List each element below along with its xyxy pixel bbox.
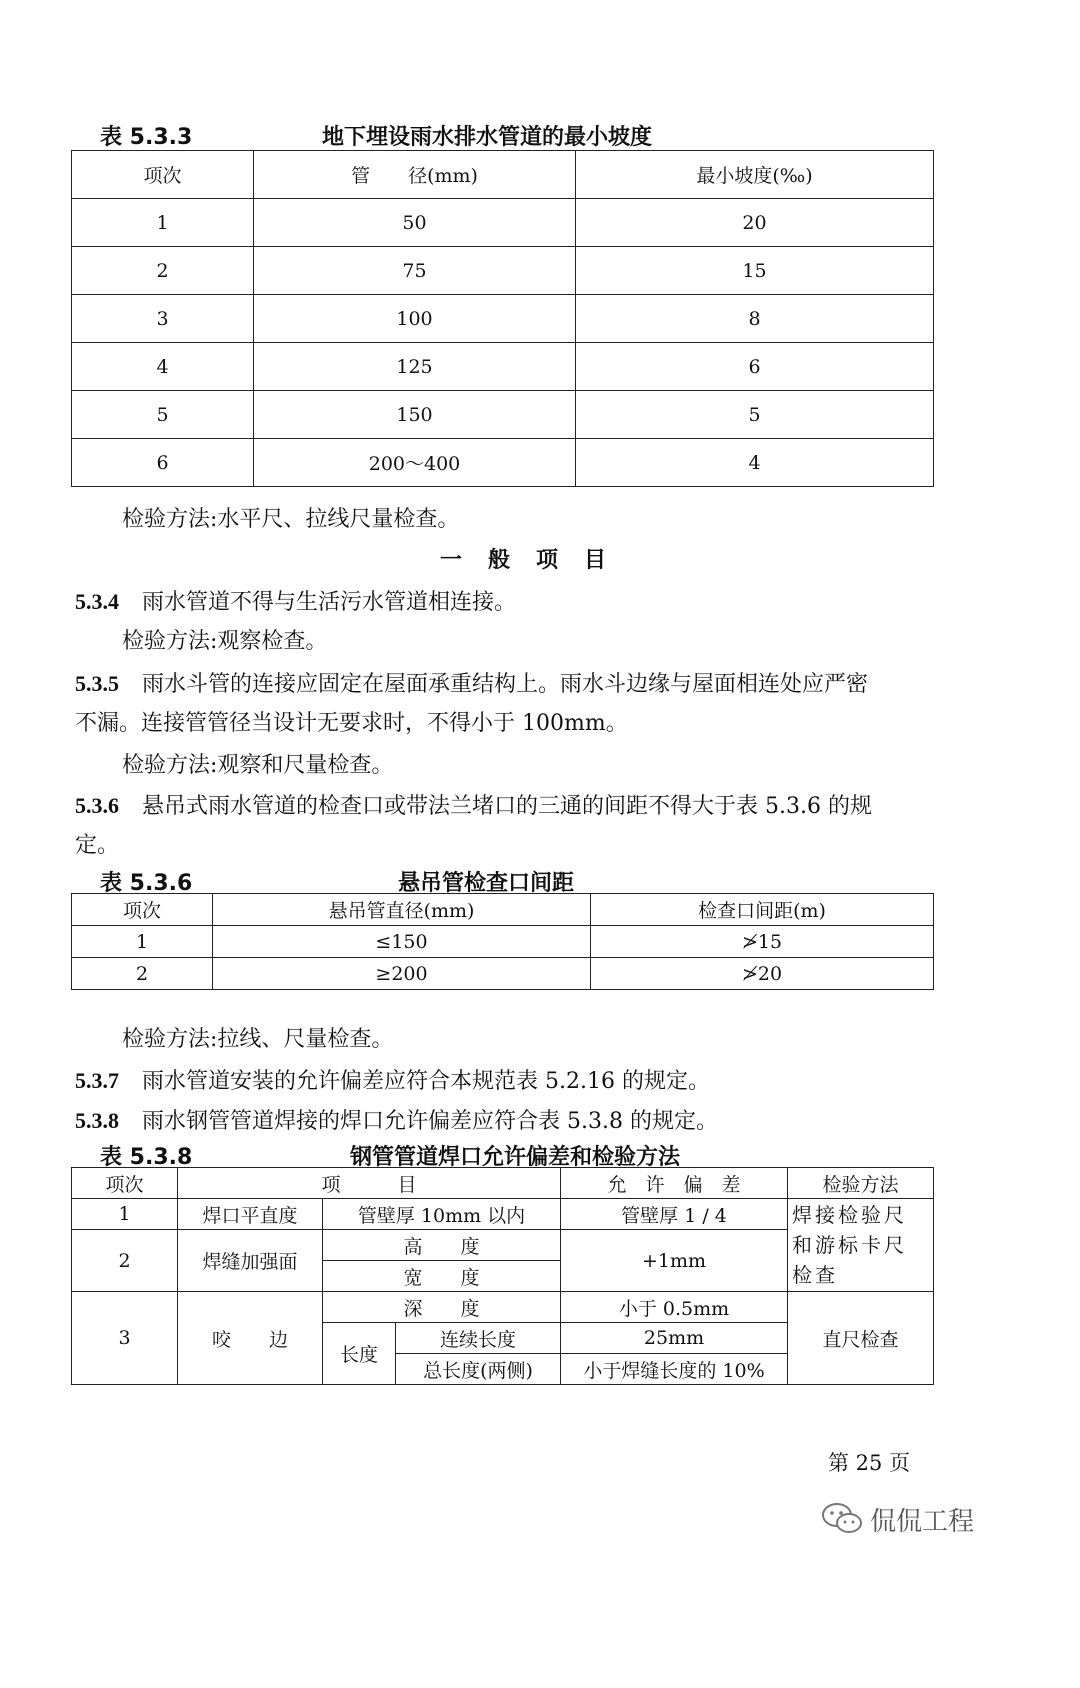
clause-number: 5.3.7 <box>75 1068 119 1093</box>
tolerance: 管壁厚 1 / 4 <box>561 1199 788 1230</box>
watermark-text: 侃侃工程 <box>870 1506 975 1537</box>
clause-535-cont: 不漏。连接管管径当设计无要求时，不得小于 100mm。 <box>75 711 628 736</box>
sub-item: 管壁厚 10mm 以内 <box>323 1199 561 1230</box>
clause-538 <box>75 1106 718 1137</box>
sub-item-group: 长度 <box>323 1323 396 1385</box>
header-cell: 项次 <box>72 1168 178 1199</box>
table-cell: 200～400 <box>254 439 576 487</box>
clause-535 <box>75 669 868 700</box>
clause-text: 雨水钢管管道焊接的焊口允许偏差应符合表 5.3.8 的规定。 <box>142 1109 718 1134</box>
table-cell: 20 <box>576 199 934 247</box>
item-name: 焊缝加强面 <box>178 1230 323 1292</box>
check-method-533: 检验方法:水平尺、拉线尺量检查。 <box>122 507 460 532</box>
table-row <box>72 199 934 247</box>
table-536 <box>71 893 934 990</box>
table-row <box>72 391 934 439</box>
table-cell: 8 <box>576 295 934 343</box>
tolerance: 25mm <box>561 1323 788 1354</box>
table-cell: ≥200 <box>213 958 591 990</box>
section-heading-general: 一 般 项 目 <box>440 547 609 573</box>
table-cell: 5 <box>576 391 934 439</box>
table-row <box>72 1199 934 1230</box>
header-cell: 允 许 偏 差 <box>561 1168 788 1199</box>
table-cell: 4 <box>72 343 254 391</box>
table-cell: 50 <box>254 199 576 247</box>
chat-bubble-icon <box>820 1500 864 1538</box>
table-cell: 150 <box>254 391 576 439</box>
clause-text: 悬吊式雨水管道的检查口或带法兰堵口的三通的间距不得大于表 5.3.6 的规 <box>142 794 872 819</box>
clause-number: 5.3.4 <box>75 589 119 614</box>
table-cell: 1 <box>72 199 254 247</box>
table-536-number: 表 5.3.6 <box>100 871 193 896</box>
header-cell: 悬吊管直径(mm) <box>213 894 591 926</box>
tolerance: +1mm <box>561 1230 788 1292</box>
table-cell: 2 <box>72 247 254 295</box>
table-cell: ≤150 <box>213 926 591 958</box>
table-536-title: 悬吊管检查口间距 <box>398 871 575 896</box>
table-header-row <box>72 1168 934 1199</box>
table-533-title: 地下埋设雨水排水管道的最小坡度 <box>322 125 653 150</box>
clause-number: 5.3.5 <box>75 671 119 696</box>
table-cell: ≯20 <box>591 958 934 990</box>
table-row <box>72 439 934 487</box>
tolerance: 小于 0.5mm <box>561 1292 788 1323</box>
table-row <box>72 343 934 391</box>
item-name: 焊口平直度 <box>178 1199 323 1230</box>
header-cell: 项次 <box>72 894 213 926</box>
sub-item: 总长度(两侧) <box>396 1354 561 1385</box>
row-number: 3 <box>72 1292 178 1385</box>
table-row <box>72 247 934 295</box>
check-method-536: 检验方法:拉线、尺量检查。 <box>122 1027 394 1052</box>
clause-537 <box>75 1066 710 1097</box>
table-cell: 2 <box>72 958 213 990</box>
sub-item: 宽 度 <box>323 1261 561 1292</box>
header-cell: 项 目 <box>178 1168 561 1199</box>
table-538 <box>71 1167 934 1385</box>
table-row <box>72 295 934 343</box>
table-cell: 5 <box>72 391 254 439</box>
table-cell: 75 <box>254 247 576 295</box>
table-cell: ≯15 <box>591 926 934 958</box>
table-cell: 3 <box>72 295 254 343</box>
clause-536 <box>75 791 872 822</box>
table-538-title: 钢管管道焊口允许偏差和检验方法 <box>350 1145 681 1170</box>
header-cell: 检验方法 <box>788 1168 934 1199</box>
table-cell: 6 <box>576 343 934 391</box>
table-533 <box>71 150 934 487</box>
header-cell: 最小坡度(‰) <box>576 151 934 199</box>
table-row <box>72 1292 934 1323</box>
sub-item: 高 度 <box>323 1230 561 1261</box>
method-weld-gauge: 焊接检验尺和游标卡尺检查 <box>788 1199 934 1292</box>
clause-text: 雨水管道不得与生活污水管道相连接。 <box>142 590 517 615</box>
header-cell: 管 径(mm) <box>254 151 576 199</box>
clause-534 <box>75 587 516 618</box>
clause-text: 雨水管道安装的允许偏差应符合本规范表 5.2.16 的规定。 <box>142 1069 710 1094</box>
table-cell: 125 <box>254 343 576 391</box>
clause-536-cont: 定。 <box>75 833 120 858</box>
row-number: 1 <box>72 1199 178 1230</box>
header-cell: 检查口间距(m) <box>591 894 934 926</box>
tolerance: 小于焊缝长度的 10% <box>561 1354 788 1385</box>
clause-number: 5.3.8 <box>75 1108 119 1133</box>
table-cell: 1 <box>72 926 213 958</box>
header-cell: 项次 <box>72 151 254 199</box>
sub-item: 连续长度 <box>396 1323 561 1354</box>
table-row <box>72 926 934 958</box>
clause-text: 雨水斗管的连接应固定在屋面承重结构上。雨水斗边缘与屋面相连处应严密 <box>142 672 869 697</box>
sub-item: 深 度 <box>323 1292 561 1323</box>
table-cell: 100 <box>254 295 576 343</box>
table-header-row <box>72 894 934 926</box>
item-name: 咬 边 <box>178 1292 323 1385</box>
table-header-row <box>72 151 934 199</box>
check-method-535: 检验方法:观察和尺量检查。 <box>122 753 394 778</box>
table-cell: 15 <box>576 247 934 295</box>
table-533-number: 表 5.3.3 <box>100 125 193 150</box>
table-cell: 4 <box>576 439 934 487</box>
page-number: 第 25 页 <box>828 1451 911 1475</box>
table-row <box>72 958 934 990</box>
method-ruler: 直尺检查 <box>788 1292 934 1385</box>
clause-number: 5.3.6 <box>75 793 119 818</box>
table-cell: 6 <box>72 439 254 487</box>
watermark <box>820 1500 974 1538</box>
table-538-number: 表 5.3.8 <box>100 1145 193 1170</box>
row-number: 2 <box>72 1230 178 1292</box>
check-method-534: 检验方法:观察检查。 <box>122 629 328 654</box>
